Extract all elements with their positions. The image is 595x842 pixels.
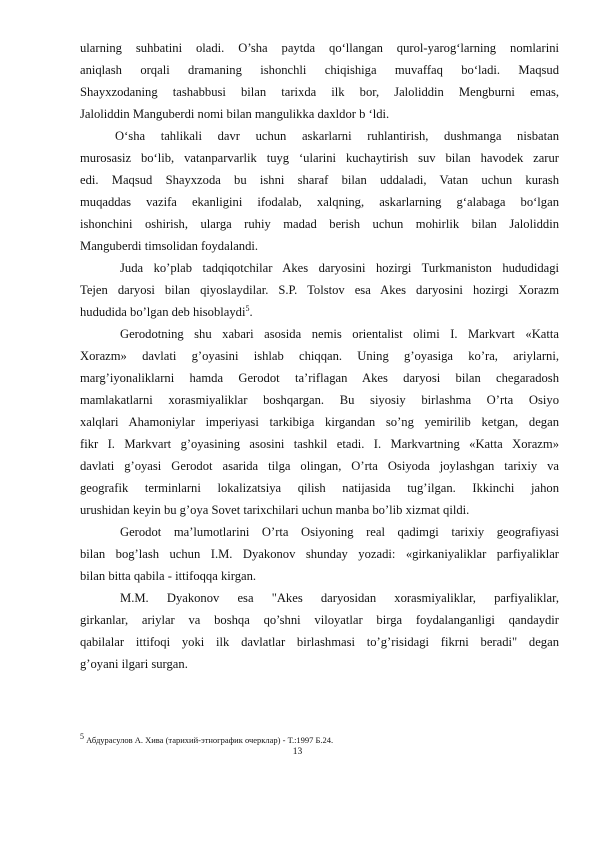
text-line: M.M. Dyakonov esa "Akes daryosidan xorasmiyaliklar, parfiyaliklar, [120, 591, 559, 605]
text-line: ularning suhbatini oladi. O’sha paytda qo‘llangan qurol-yarog‘larning nomlarini [80, 41, 559, 55]
paragraph [80, 587, 559, 675]
document-body [80, 37, 559, 675]
paragraph [80, 37, 559, 125]
text-line: mamlakatlarni xorasmiyaliklar boshqargan. Bu siyosiy birlashma O’rta Osiyo [80, 393, 559, 407]
text-line: ishonchini oshirish, ularga ruhiy madad berish uchun mohirlik bilan Jaloliddin [80, 217, 559, 231]
text-line: Jaloliddin Manguberdi nomi bilan mangulikka daxldor b ‘ldi. [80, 107, 390, 121]
text-line: geografik terminlarni lokalizatsiya qilish natijasida tug’ilgan. Ikkinchi jahon [80, 481, 559, 495]
text-line: marg’iyonaliklarni hamda Gerodot ta’riflagan Akes daryosi bilan chegaradosh [80, 371, 559, 385]
text-line: Juda ko’plab tadqiqotchilar Akes daryosini hozirgi Turkmaniston hududidagi [120, 261, 559, 275]
text-span: hududida bo’lgan deb hisoblaydi [80, 305, 246, 319]
text-line: Tejen daryosi bilan qiyoslaydilar. S.P. Tolstov esa Akes daryosini hozirgi Xorazm [80, 283, 559, 297]
text-line: g’oyani ilgari surgan. [80, 657, 188, 671]
text-line: muqaddas vazifa ekanligini ifodalab, xalqning, askarlarning g‘alabaga bo‘lgan [80, 195, 559, 209]
text-line: Shayxzodaning tashabbusi bilan tarixda ilk bor, Jaloliddin Mengburni emas, [80, 85, 559, 99]
paragraph [80, 521, 559, 587]
footnote-number: 5 [80, 732, 84, 742]
footnote-ref[interactable]: 5 [245, 303, 250, 313]
text-line: Gerodot ma’lumotlarini O’rta Osiyoning real qadimgi tarixiy geografiyasi [120, 525, 559, 539]
text-line: Xorazm» davlati g’oyasini ishlab chiqqan. Uning g’oyasiga ko’ra, ariylarni, [80, 349, 559, 363]
footnote-text: Абдурасулов А. Хива (тарихий-этнографик очерклар) - Т.:1997 Б.24. [84, 735, 334, 745]
paragraph [80, 125, 559, 257]
text-line: aniqlash orqali dramaning ishonchli chiqishiga muvaffaq bo‘ladi. Maqsud [80, 63, 559, 77]
text-line: murosasiz bo‘lib, vatanparvarlik tuyg ‘ularini kuchaytirish suv bilan havodek zarur [80, 151, 559, 165]
text-line: urushidan keyin bu g’oya Sovet tarixchilari uchun manba bo’lib xizmat qildi. [80, 503, 470, 517]
footnote [80, 732, 334, 745]
text-line: girkanlar, ariylar va boshqa qo’shni viloyatlar birga foydalanganligi qandaydir [80, 613, 559, 627]
text-line: O‘sha tahlikali davr uchun askarlarni ruhlantirish, dushmanga nisbatan [115, 129, 559, 143]
paragraph [80, 257, 559, 323]
text-line: Manguberdi timsolidan foydalandi. [80, 239, 259, 253]
text-line: xalqlari Ahamoniylar imperiyasi tarkibiga kirgandan so’ng yemirilib ketgan, degan [80, 415, 559, 429]
page-number: 13 [292, 747, 303, 757]
paragraph [80, 323, 559, 521]
text-line: qabilalar ittifoqi yoki ilk davlatlar birlashmasi to’g’risidagi fikrni beradi" degan [80, 635, 559, 649]
text-line: bilan bitta qabila - ittifoqqa kirgan. [80, 569, 257, 583]
text-line: davlati g’oyasi Gerodot asarida tilga olingan, O’rta Osiyoda joylashgan tarixiy va [80, 459, 559, 473]
text-line [80, 301, 559, 323]
text-span: . [249, 305, 253, 319]
text-line: edi. Maqsud Shayxzoda bu ishni sharaf bilan uddaladi, Vatan uchun kurash [80, 173, 559, 187]
text-line: Gerodotning shu xabari asosida nemis orientalist olimi I. Markvart «Katta [120, 327, 559, 341]
text-line: bilan bog’lash uchun I.M. Dyakonov shunday yozadi: «girkaniyaliklar parfiyaliklar [80, 547, 559, 561]
text-line: fikr I. Markvart g’oyasining asosini tashkil etadi. I. Markvartning «Katta Xorazm» [80, 437, 559, 451]
